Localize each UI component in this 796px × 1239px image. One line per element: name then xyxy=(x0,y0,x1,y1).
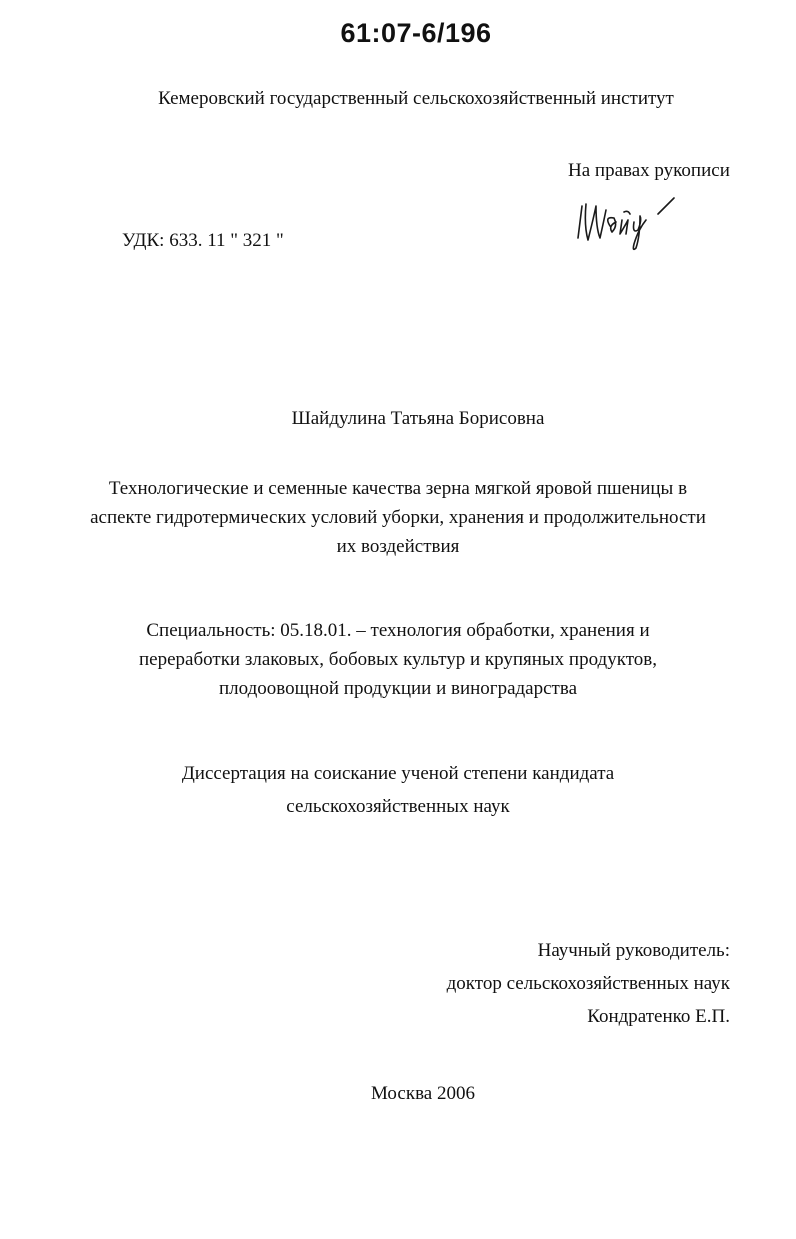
degree-line: сельскохозяйственных наук xyxy=(286,795,510,817)
title-line: их воздействия xyxy=(336,535,460,557)
supervisor-label: Научный руководитель: xyxy=(537,940,730,961)
title-line: Технологические и семенные качества зерна мягкой яровой пшеницы в xyxy=(108,478,688,499)
udk-code: УДК: 633. 11 " 321 " xyxy=(122,230,284,251)
author-signature xyxy=(574,186,694,256)
document-number: 61:07-6/196 xyxy=(340,18,492,48)
manuscript-note: На правах рукописи xyxy=(568,160,730,181)
specialty xyxy=(0,620,796,706)
supervisor-name: Кондратенко Е.П. xyxy=(587,1005,730,1027)
city-year: Москва 2006 xyxy=(371,1083,475,1104)
specialty-line: Специальность: 05.18.01. – технология обработки, хранения и xyxy=(146,620,650,641)
supervisor-block xyxy=(447,940,730,1038)
degree-statement xyxy=(0,763,796,829)
degree-line: Диссертация на соискание ученой степени кандидата xyxy=(181,763,615,784)
specialty-line: переработки злаковых, бобовых культур и крупяных продуктов, xyxy=(139,648,657,670)
specialty-line: плодоовощной продукции и виноградарства xyxy=(218,677,578,699)
author-name: Шайдулина Татьяна Борисовна xyxy=(291,408,545,429)
title-line: аспекте гидротермических условий уборки, хранения и продолжительности xyxy=(90,506,706,528)
supervisor-degree: доктор сельскохозяйственных наук xyxy=(446,972,730,994)
dissertation-title xyxy=(0,478,796,564)
institute-name: Кемеровский государственный сельскохозяйственный институт xyxy=(158,88,674,109)
